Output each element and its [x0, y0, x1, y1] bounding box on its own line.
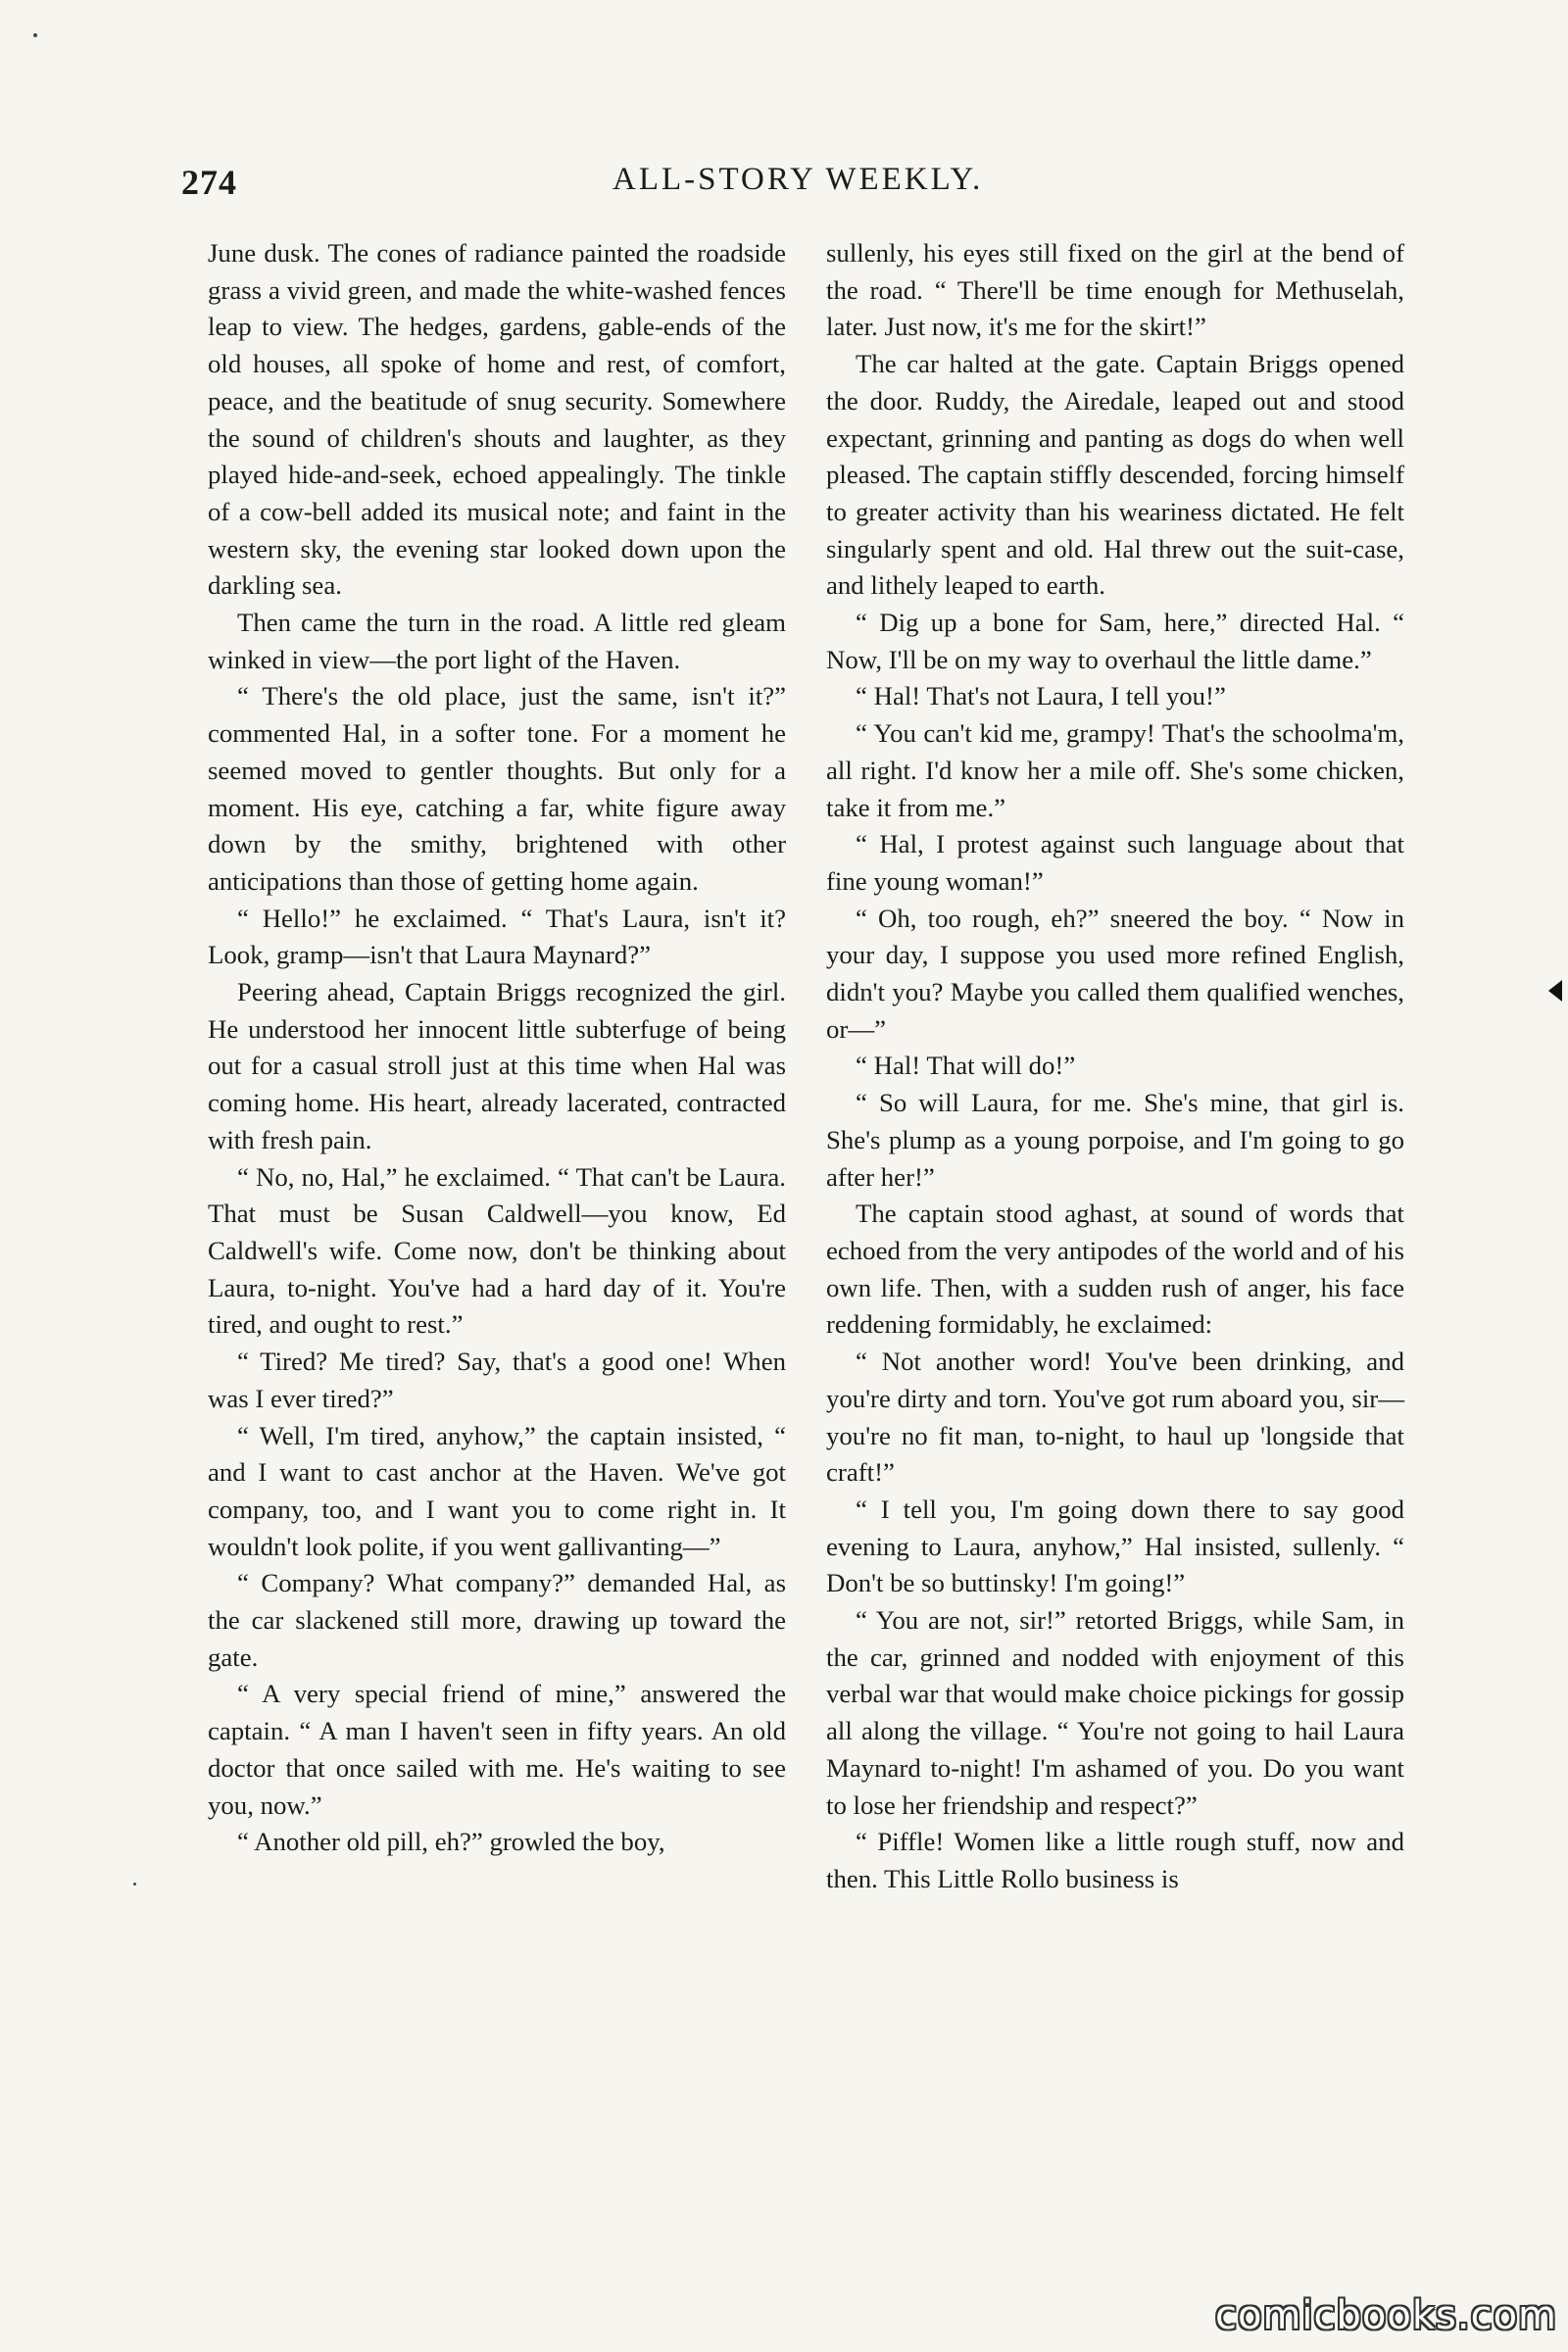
- paragraph: “ No, no, Hal,” he exclaimed. “ That can't be Laura. That must be Susan Caldwell—you know, Ed Caldwell's wife. Come now, don't be thinking about Laura, to-night. You've had a hard day of it. You're tired, and ought to rest.”: [208, 1161, 786, 1340]
- paragraph: “ Piffle! Women like a little rough stuff, now and then. This Little Rollo business is: [826, 1827, 1404, 1893]
- paragraph: “ Hal! That's not Laura, I tell you!”: [856, 681, 1226, 711]
- paragraph: “ You are not, sir!” retorted Briggs, while Sam, in the car, grinned and nodded with enjoyment of this verbal war that would make choice pickings for gossip all along the village. “ You're not going to hail Laura Maynard to-night! I'm ashamed of you. Do you want to lose her friendship and respect?”: [826, 1605, 1404, 1820]
- paragraph: Then came the turn in the road. A little red gleam winked in view—the port light of the Haven.: [208, 608, 786, 674]
- left-column: [208, 235, 786, 1861]
- paragraph: “ Company? What company?” demanded Hal, as the car slackened still more, drawing up toward the gate.: [208, 1568, 786, 1672]
- paragraph: “ Oh, too rough, eh?” sneered the boy. “ Now in your day, I suppose you used more refined English, didn't you? Maybe you called them qualified wenches, or—”: [826, 903, 1404, 1044]
- paragraph: “ So will Laura, for me. She's mine, that girl is. She's plump as a young porpoise, and I'm going to go after her!”: [826, 1088, 1404, 1192]
- margin-arrow-icon: [1548, 980, 1562, 1002]
- paragraph: “ Dig up a bone for Sam, here,” directed Hal. “ Now, I'll be on my way to overhaul the little dame.”: [826, 608, 1404, 674]
- watermark-logo: comicbooks.com: [1215, 2293, 1558, 2338]
- scan-speck: [133, 1883, 136, 1886]
- paragraph: “ Hal, I protest against such language about that fine young woman!”: [826, 829, 1404, 896]
- paragraph: “ Not another word! You've been drinking, and you're dirty and torn. You've got rum aboard you, sir—you're no fit man, to-night, to haul up 'longside that craft!”: [826, 1347, 1404, 1488]
- paragraph: “ Tired? Me tired? Say, that's a good one! When was I ever tired?”: [208, 1347, 786, 1413]
- paragraph: “ I tell you, I'm going down there to say good evening to Laura, anyhow,” Hal insisted, sullenly. “ Don't be so buttinsky! I'm going!”: [826, 1494, 1404, 1598]
- page-header: [181, 162, 1436, 211]
- scan-speck: [33, 33, 37, 37]
- running-head: ALL-STORY WEEKLY.: [612, 162, 984, 197]
- paragraph: “ You can't kid me, grampy! That's the schoolma'm, all right. I'd know her a mile off. She's some chicken, take it from me.”: [826, 718, 1404, 822]
- paragraph: “ Hal! That will do!”: [856, 1051, 1076, 1081]
- paragraph: “ Well, I'm tired, anyhow,” the captain insisted, “ and I want to cast anchor at the Haven. We've got company, too, and I want you to come right in. It wouldn't look polite, if you went gallivanting—”: [208, 1420, 786, 1561]
- paragraph: “ Hello!” he exclaimed. “ That's Laura, isn't it? Look, gramp—isn't that Laura Maynard?”: [208, 903, 786, 970]
- paragraph: Peering ahead, Captain Briggs recognized the girl. He understood her innocent little subterfuge of being out for a casual stroll just at this time when Hal was coming home. His heart, already lacerated, contracted with fresh pain.: [208, 977, 786, 1154]
- page-number: 274: [181, 163, 237, 202]
- paragraph: sullenly, his eyes still fixed on the girl at the bend of the road. “ There'll be time enough for Methuselah, later. Just now, it's me for the skirt!”: [826, 238, 1404, 342]
- paragraph: “ A very special friend of mine,” answered the captain. “ A man I haven't seen in fifty years. An old doctor that once sailed with me. He's waiting to see you, now.”: [208, 1679, 786, 1820]
- paragraph: “ There's the old place, just the same, isn't it?” commented Hal, in a softer tone. For a moment he seemed moved to gentler thoughts. But only for a moment. His eye, catching a far, white figure away down by the smithy, brightened with other anticipations than those of getting home again.: [208, 681, 786, 896]
- paragraph: June dusk. The cones of radiance painted the roadside grass a vivid green, and made the white-washed fences leap to view. The hedges, gardens, gable-ends of the old houses, all spoke of home and rest, of comfort, peace, and the beatitude of snug security. Somewhere the sound of children's shouts and laughter, as they played hide-and-seek, echoed appealingly. The tinkle of a cow-bell added its musical note; and faint in the western sky, the evening star looked down upon the darkling sea.: [208, 238, 786, 601]
- paragraph: The captain stood aghast, at sound of words that echoed from the very antipodes of the world and of his own life. Then, with a sudden rush of anger, his face reddening formidably, he exclaimed:: [826, 1199, 1404, 1340]
- right-column: [826, 235, 1404, 1898]
- paragraph: The car halted at the gate. Captain Briggs opened the door. Ruddy, the Airedale, leaped out and stood expectant, grinning and panting as dogs do when well pleased. The captain stiffly descended, forcing himself to greater activity than his weariness dictated. He felt singularly spent and old. Hal threw out the suit-case, and lithely leaped to earth.: [826, 349, 1404, 601]
- paragraph: “ Another old pill, eh?” growled the boy,: [237, 1827, 665, 1857]
